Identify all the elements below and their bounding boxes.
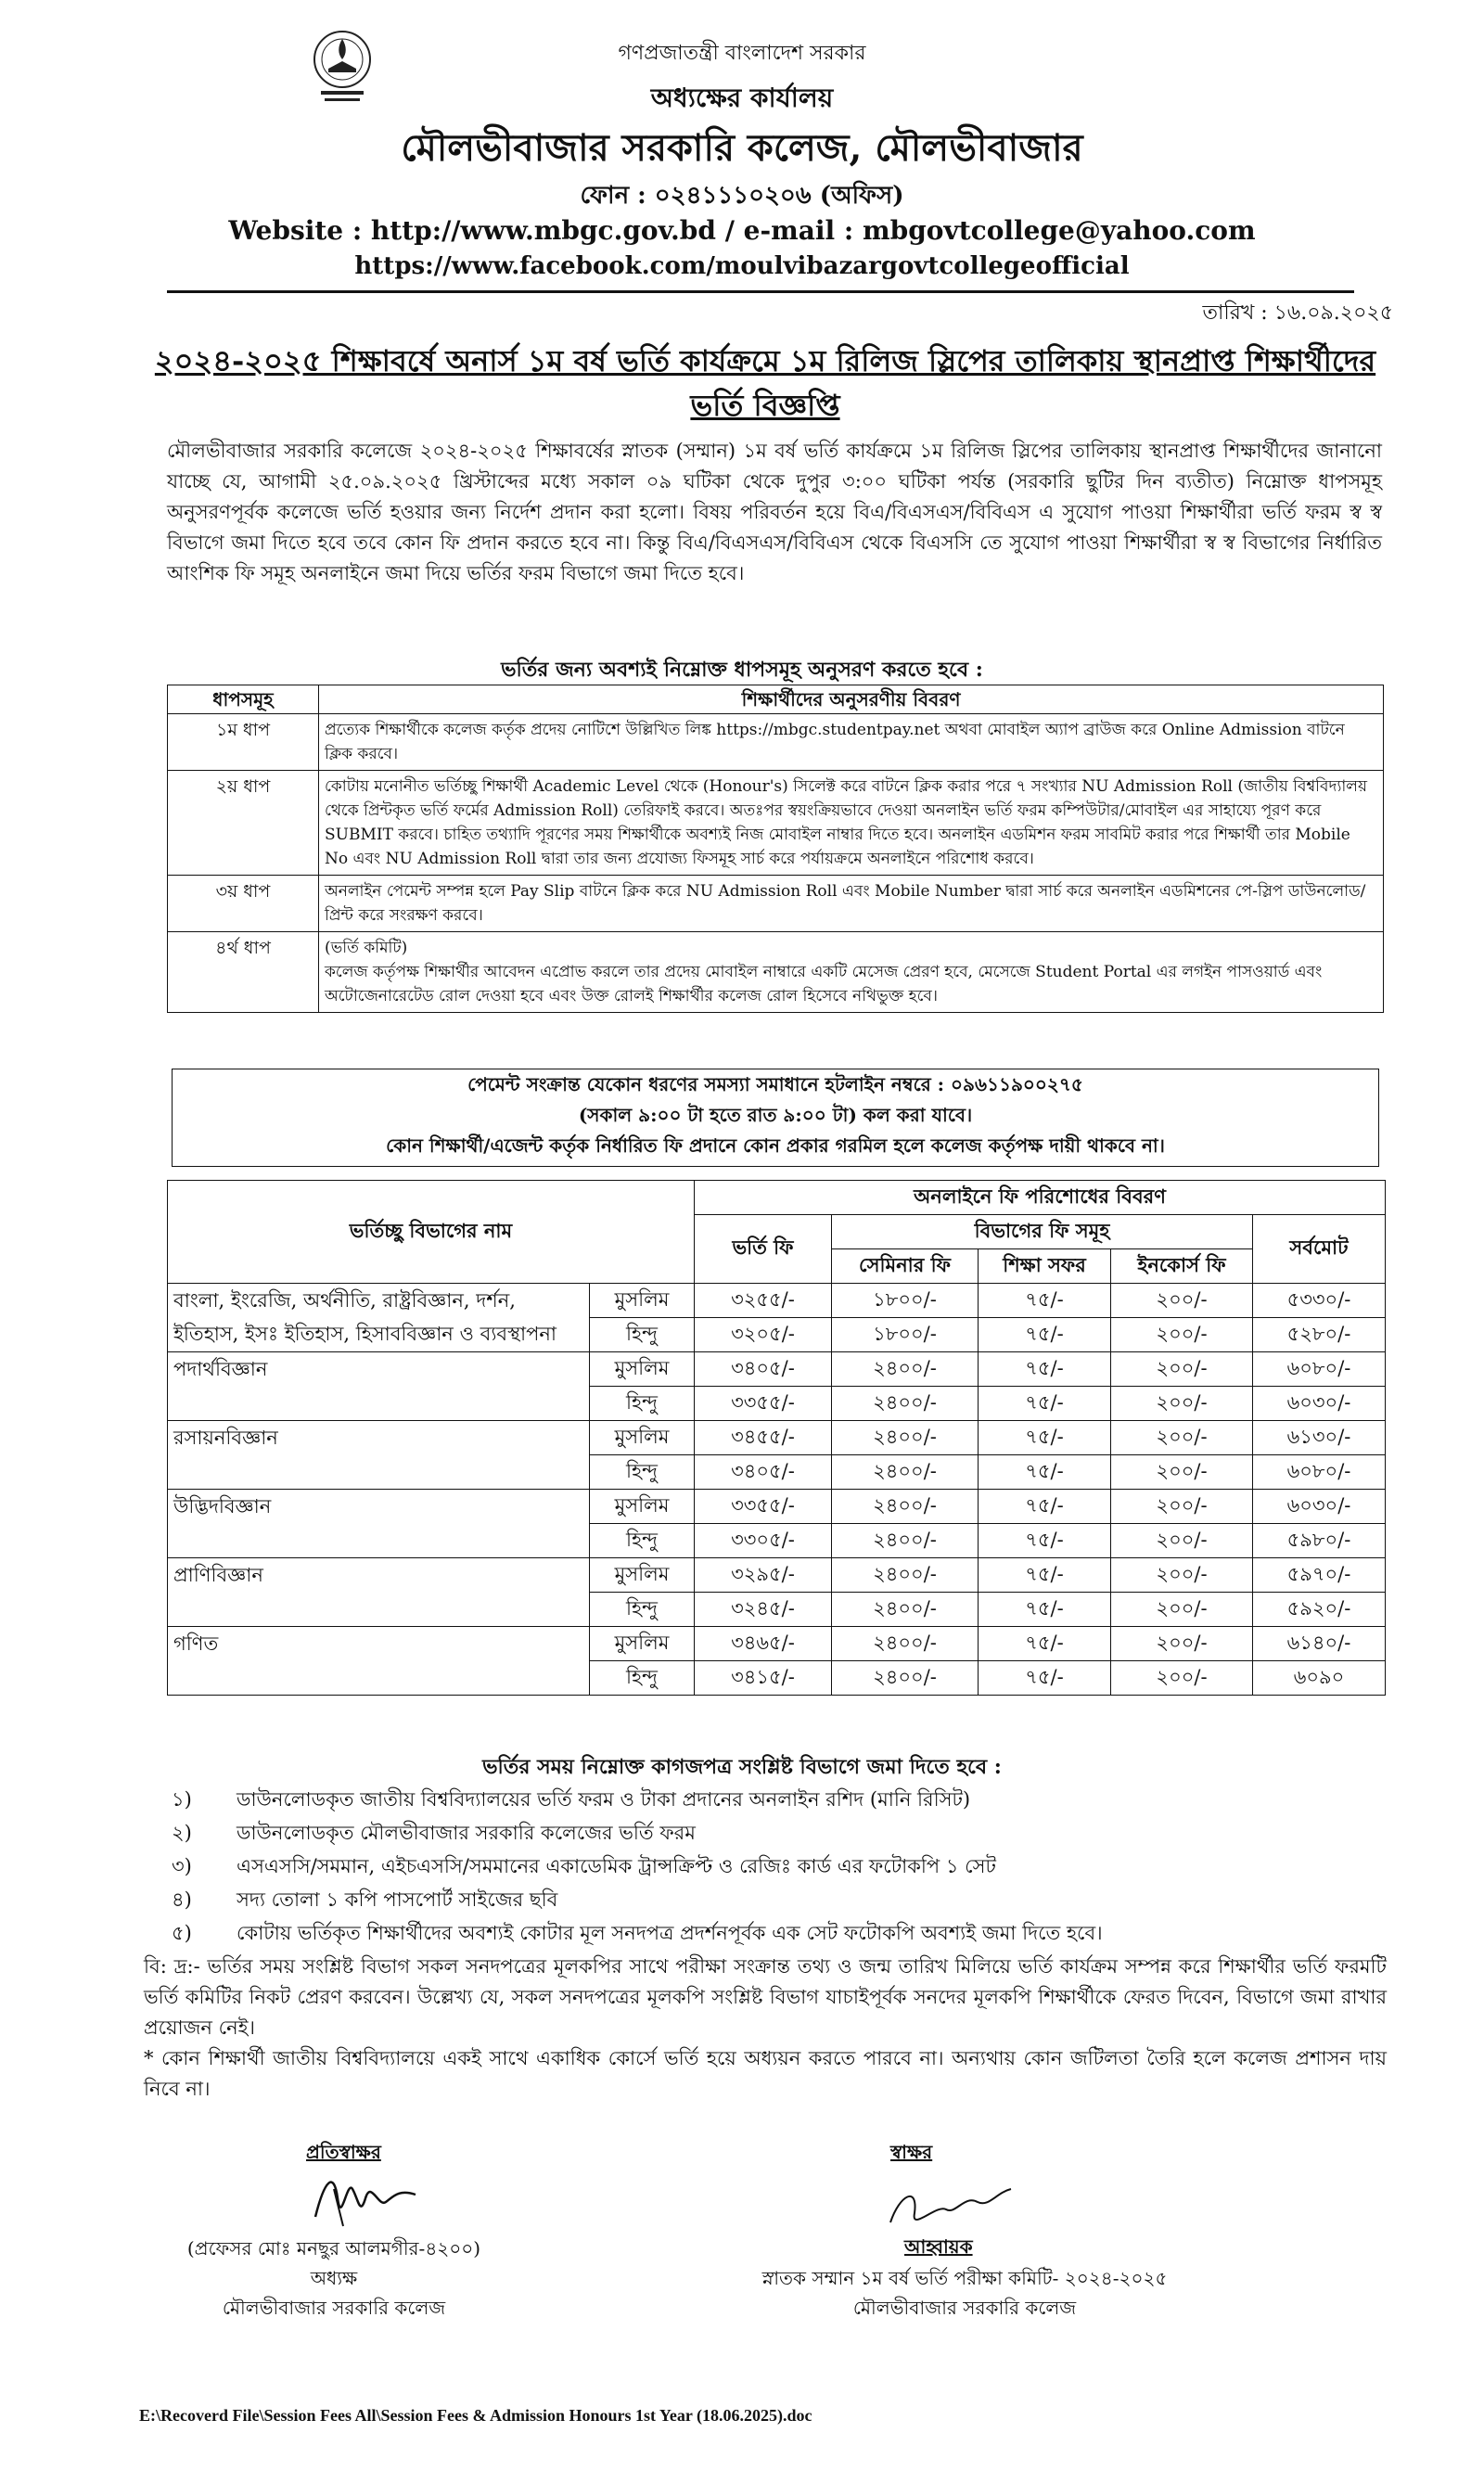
list-item: ৫) কোটায় ভর্তিকৃত শিক্ষার্থীদের অবশ্যই কোটার মূল সনদপত্র প্রদর্শনপূর্বক এক সেট ফটোকপি অবশ্যই জমা দিতে হবে। <box>172 1922 1103 1944</box>
fee-tour: ৭৫/- <box>979 1284 1111 1318</box>
fee-seminar: ২৪০০/- <box>832 1490 979 1524</box>
fee-seminar: ১৮০০/- <box>832 1284 979 1318</box>
phone-line: ফোন : ০২৪১১১০২০৬ (অফিস) <box>580 182 904 210</box>
fee-dept-name: প্রাণিবিজ্ঞান <box>168 1558 590 1627</box>
fee-tour: ৭৫/- <box>979 1627 1111 1661</box>
fee-tour: ৭৫/- <box>979 1455 1111 1490</box>
fee-admission: ৩২৪৫/- <box>695 1593 832 1627</box>
fee-religion: মুসলিম <box>590 1558 695 1593</box>
fee-total: ৫৯৭০/- <box>1253 1558 1386 1593</box>
fee-col-seminar: সেমিনার ফি <box>832 1249 979 1284</box>
fee-seminar: ২৪০০/- <box>832 1627 979 1661</box>
fee-admission: ৩৩৫৫/- <box>695 1387 832 1421</box>
fee-incourse: ২০০/- <box>1111 1593 1253 1627</box>
fee-admission: ৩২৯৫/- <box>695 1558 832 1593</box>
intro-paragraph: মৌলভীবাজার সরকারি কলেজে ২০২৪-২০২৫ শিক্ষাবর্ষের স্নাতক (সম্মান) ১ম বর্ষ ভর্তি কার্যক্রমে ১ম রিলিজ স্লিপের তালিকায় স্থানপ্রাপ্ত শিক্ষার্থীদের জানানো যাচ্ছে যে, আগামী ২৫.০৯.২০২৫ খ্রিস্টাব্দের মধ্যে সকাল ০৯ ঘটিকা থেকে দুপুর ৩:০০ ঘটিকা পর্যন্ত (সরকারি ছুটির দিন ব্যতীত) নিম্নোক্ত ধাপসমূহ অনুসরণপূর্বক কলেজে ভর্তি হওয়ার জন্য নির্দেশ প্রদান করা হলো। বিষয় পরিবর্তন হয়ে বিএ/বিএসএস/বিবিএস এ সুযোগ পাওয়া শিক্ষার্থীরা ভর্তি ফরম স্ব স্ব বিভাগে জমা দিতে হবে তবে কোন ফি প্রদান করতে হবে না। কিন্তু বিএ/বিএসএস/বিবিএস থেকে বিএসসি তে সুযোগ পাওয়া শিক্ষার্থীরা স্ব স্ব বিভাগের নির্ধারিত আংশিক ফি সমূহ অনলাইনে জমা দিয়ে ভর্তির ফরম বিভাগে জমা দিতে হবে। <box>167 440 1382 584</box>
fee-incourse: ২০০/- <box>1111 1661 1253 1696</box>
fee-col-deptfees: বিভাগের ফি সমূহ <box>832 1215 1253 1249</box>
step-label: ৩য় ধাপ <box>168 876 319 932</box>
table-row <box>168 1490 1386 1524</box>
fee-religion: মুসলিম <box>590 1421 695 1455</box>
payment-hotline-notice <box>172 1069 1379 1167</box>
fee-total: ৬০৮০/- <box>1253 1455 1386 1490</box>
step-text: (ভর্তি কমিটি) কলেজ কর্তৃপক্ষ শিক্ষার্থীর আবেদন এপ্রোভ করলে তার প্রদেয় মোবাইল নাম্বারে একটি মেসেজ প্রেরণ হবে, মেসেজে Student Portal এর লগইন পাসওয়ার্ড এবং অটোজেনারেটেড রোল দেওয়া হবে এবং উক্ত রোলই শিক্ষার্থীর কলেজ রোল হিসেবে নথিভুক্ত হবে। <box>319 932 1384 1013</box>
fee-tour: ৭৫/- <box>979 1352 1111 1387</box>
fee-incourse: ২০০/- <box>1111 1490 1253 1524</box>
fee-seminar: ১৮০০/- <box>832 1318 979 1352</box>
fee-admission: ৩৪০৫/- <box>695 1455 832 1490</box>
committee-name: স্নাতক সম্মান ১ম বর্ষ ভর্তি পরীক্ষা কমিটি- ২০২৪-২০২৫ <box>761 2267 1168 2289</box>
fee-total: ৬১৩০/- <box>1253 1421 1386 1455</box>
fee-admission: ৩৩৫৫/- <box>695 1490 832 1524</box>
fee-dept-name: উদ্ভিদবিজ্ঞান <box>168 1490 590 1558</box>
government-line: গণপ্রজাতন্ত্রী বাংলাদেশ সরকার <box>618 42 866 65</box>
liability-line: কোন শিক্ষার্থী/এজেন্ট কর্তৃক নির্ধারিত ফি প্রদানে কোন প্রকার গরমিল হলে কলেজ কর্তৃপক্ষ দায়ী থাকবে না। <box>386 1134 1165 1157</box>
step-row <box>168 714 1384 771</box>
fee-total: ৬০৯০ <box>1253 1661 1386 1696</box>
countersign-label: প্রতিস্বাক্ষর <box>306 2141 381 2163</box>
fee-admission: ৩৪০৫/- <box>695 1352 832 1387</box>
remark-note: বি: দ্র:- ভর্তির সময় সংশ্লিষ্ট বিভাগ সকল সনদপত্রের মূলকপির সাথে পরীক্ষা সংক্রান্ত তথ্য ও জন্ম তারিখ মিলিয়ে ভর্তি কার্যক্রম সম্পন্ন করে শিক্ষার্থীর ভর্তি ফরমটি ভর্তি কমিটির নিকট প্রেরণ করবেন। উল্লেখ্য যে, সকল সনদপত্রের মূলকপি সংশ্লিষ্ট বিভাগ যাচাইপূর্বক সনদের মূলকপি শিক্ষার্থীকে ফেরত দিবেন, বিভাগে জমা রাখার প্রয়োজন নেই। <box>144 1955 1387 2039</box>
fee-admission: ৩৩০৫/- <box>695 1524 832 1558</box>
fee-incourse: ২০০/- <box>1111 1524 1253 1558</box>
table-row <box>168 1352 1386 1387</box>
step-label: ১ম ধাপ <box>168 714 319 771</box>
fee-incourse: ২০০/- <box>1111 1352 1253 1387</box>
fee-admission: ৩৪১৫/- <box>695 1661 832 1696</box>
fee-total: ৬০৩০/- <box>1253 1490 1386 1524</box>
fee-seminar: ২৪০০/- <box>832 1593 979 1627</box>
steps-header-row <box>168 685 1384 714</box>
convener-signature-icon <box>881 2176 1020 2241</box>
fee-total: ৫৯২০/- <box>1253 1593 1386 1627</box>
fee-incourse: ২০০/- <box>1111 1318 1253 1352</box>
office-line: অধ্যক্ষের কার্যালয় <box>650 83 834 113</box>
fee-total: ৫৯৮০/- <box>1253 1524 1386 1558</box>
fee-religion: হিন্দু <box>590 1318 695 1352</box>
fee-tour: ৭৫/- <box>979 1421 1111 1455</box>
fee-religion: হিন্দু <box>590 1593 695 1627</box>
list-item: ৩) এসএসসি/সমমান, এইচএসসি/সমমানের একাডেমিক ট্রান্সক্রিপ্ট ও রেজিঃ কার্ড এর ফটোকপি ১ সেট <box>172 1855 997 1877</box>
fee-seminar: ২৪০০/- <box>832 1387 979 1421</box>
fee-total: ৬০৩০/- <box>1253 1387 1386 1421</box>
notice-title: ২০২৪-২০২৫ শিক্ষাবর্ষে অনার্স ১ম বর্ষ ভর্তি কার্যক্রমে ১ম রিলিজ স্লিপের তালিকায় স্থানপ্রাপ্ত শিক্ষার্থীদের ভর্তি বিজ্ঞপ্তি <box>154 343 1376 423</box>
college-name: মৌলভীবাজার সরকারি কলেজ, মৌলভীবাজার <box>401 126 1083 170</box>
fee-religion: হিন্দু <box>590 1387 695 1421</box>
steps-heading: ভর্তির জন্য অবশ্যই নিম্নোক্ত ধাপসমূহ অনুসরণ করতে হবে : <box>501 658 983 682</box>
documents-heading: ভর্তির সময় নিম্নোক্ত কাগজপত্র সংশ্লিষ্ট বিভাগে জমা দিতে হবে : <box>482 1755 1002 1779</box>
fee-tour: ৭৫/- <box>979 1661 1111 1696</box>
fee-religion: হিন্দু <box>590 1455 695 1490</box>
fee-total: ৫২৮০/- <box>1253 1318 1386 1352</box>
step-text: কোটায় মনোনীত ভর্তিচ্ছু শিক্ষার্থী Academic Level থেকে (Honour's) সিলেক্ট করে বাটনে ক্লিক করার পরে ৭ সংখ্যার NU Admission Roll (জাতীয় বিশ্ববিদ্যালয় থেকে প্রিন্টকৃত ভর্তি ফর্মের Admission Roll) তেরিফাই করবে। অতঃপর স্বয়ংক্রিয়ভাবে দেওয়া অনলাইন ভর্তি ফরম কম্পিউটার/মোবাইল এর সাহায্যে পূরণ করে SUBMIT করবে। চাহিত তথ্যাদি পূরণের সময় শিক্ষার্থীকে অবশ্যই নিজ মোবাইল নাম্বার দিতে হবে। অনলাইন এডমিশন ফরম সাবমিট করার পরে শিক্ষার্থী তার Mobile No এবং NU Admission Roll দ্বারা তার জন্য প্রযোজ্য ফিসমূহ সার্চ করে পর্যায়ক্রমে অনলাইনে পরিশোধ করবে। <box>319 771 1384 876</box>
convener-title: আহ্বায়ক <box>904 2235 973 2258</box>
table-row <box>168 1558 1386 1593</box>
signature-label: স্বাক্ষর <box>890 2141 933 2163</box>
fee-religion: মুসলিম <box>590 1284 695 1318</box>
fee-religion: মুসলিম <box>590 1490 695 1524</box>
header-divider <box>167 290 1354 293</box>
step-text: অনলাইন পেমেন্ট সম্পন্ন হলে Pay Slip বাটনে ক্লিক করে NU Admission Roll এবং Mobile Number দ্বারা সার্চ করে অনলাইন এডমিশনের পে-স্লিপ ডাউনলোড/প্রিন্ট করে সংরক্ষণ করবে। <box>319 876 1384 932</box>
fee-religion: মুসলিম <box>590 1627 695 1661</box>
principal-name: (প্রফেসর মোঃ মনছুর আলমগীর-৪২০০) <box>186 2237 481 2260</box>
fee-dept-name: গণিত <box>168 1627 590 1696</box>
step-row <box>168 876 1384 932</box>
steps-col-desc: শিক্ষার্থীদের অনুসরণীয় বিবরণ <box>319 685 1384 714</box>
list-item: ১) ডাউনলোডকৃত জাতীয় বিশ্ববিদ্যালয়ের ভর্তি ফরম ও টাকা প্রদানের অনলাইন রশিদ (মানি রিসিট) <box>172 1788 971 1811</box>
fee-incourse: ২০০/- <box>1111 1558 1253 1593</box>
fee-seminar: ২৪০০/- <box>832 1455 979 1490</box>
fee-admission: ৩৪৬৫/- <box>695 1627 832 1661</box>
fee-total: ৬০৮০/- <box>1253 1352 1386 1387</box>
fee-col-admission: ভর্তি ফি <box>695 1215 832 1284</box>
facebook-line: https://www.facebook.com/moulvibazargovtcollegeofficial <box>354 252 1130 280</box>
fee-table <box>167 1180 1386 1696</box>
convener-org: মৌলভীবাজার সরকারি কলেজ <box>852 2297 1077 2319</box>
fee-col-tour: শিক্ষা সফর <box>979 1249 1111 1284</box>
fee-seminar: ২৪০০/- <box>832 1524 979 1558</box>
fee-admission: ৩২০৫/- <box>695 1318 832 1352</box>
fee-religion: মুসলিম <box>590 1352 695 1387</box>
fee-dept-name: বাংলা, ইংরেজি, অর্থনীতি, রাষ্ট্রবিজ্ঞান, দর্শন, ইতিহাস, ইসঃ ইতিহাস, হিসাববিজ্ঞান ও ব্যবস্থাপনা <box>168 1284 590 1352</box>
hotline-hours: (সকাল ৯:০০ টা হতে রাত ৯:০০ টা) কল করা যাবে। <box>578 1104 973 1126</box>
principal-signature-icon <box>306 2161 427 2235</box>
step-row <box>168 932 1384 1013</box>
remarks <box>144 1952 1387 2105</box>
fee-header-row-1 <box>168 1181 1386 1215</box>
fee-col-dept: ভর্তিচ্ছু বিভাগের নাম <box>168 1181 695 1284</box>
fee-tour: ৭৫/- <box>979 1318 1111 1352</box>
fee-seminar: ২৪০০/- <box>832 1352 979 1387</box>
principal-title: অধ্যক্ষ <box>310 2267 358 2289</box>
steps-col-step: ধাপসমূহ <box>168 685 319 714</box>
fee-dept-name: রসায়নবিজ্ঞান <box>168 1421 590 1490</box>
table-row <box>168 1421 1386 1455</box>
fee-total: ৫৩৩০/- <box>1253 1284 1386 1318</box>
step-row <box>168 771 1384 876</box>
fee-incourse: ২০০/- <box>1111 1455 1253 1490</box>
fee-seminar: ২৪০০/- <box>832 1661 979 1696</box>
fee-tour: ৭৫/- <box>979 1593 1111 1627</box>
fee-seminar: ২৪০০/- <box>832 1558 979 1593</box>
step-label: ২য় ধাপ <box>168 771 319 876</box>
fee-tour: ৭৫/- <box>979 1490 1111 1524</box>
table-row <box>168 1627 1386 1661</box>
step-label: ৪র্থ ধাপ <box>168 932 319 1013</box>
notice-date: তারিখ : ১৬.০৯.২০২৫ <box>1202 301 1393 325</box>
table-row <box>168 1284 1386 1318</box>
fee-admission: ৩৪৫৫/- <box>695 1421 832 1455</box>
fee-tour: ৭৫/- <box>979 1387 1111 1421</box>
step-text: প্রত্যেক শিক্ষার্থীকে কলেজ কর্তৃক প্রদেয় নোটিশে উল্লিখিত লিঙ্ক https://mbgc.studentpay.net অথবা মোবাইল অ্যাপ ব্রাউজ করে Online Admission বাটনে ক্লিক করবে। <box>319 714 1384 771</box>
fee-col-incourse: ইনকোর্স ফি <box>1111 1249 1253 1284</box>
list-item: ৪) সদ্য তোলা ১ কপি পাসপোর্ট সাইজের ছবি <box>172 1888 558 1911</box>
website-email-line: Website : http://www.mbgc.gov.bd / e-mail : mbgovtcollege@yahoo.com <box>228 215 1256 246</box>
fee-incourse: ২০০/- <box>1111 1421 1253 1455</box>
fee-total: ৬১৪০/- <box>1253 1627 1386 1661</box>
fee-col-total: সর্বমোট <box>1253 1215 1386 1284</box>
fee-religion: হিন্দু <box>590 1661 695 1696</box>
documents-list <box>172 1783 1387 1950</box>
fee-dept-name: পদার্থবিজ্ঞান <box>168 1352 590 1421</box>
list-item: ২) ডাউনলোডকৃত মৌলভীবাজার সরকারি কলেজের ভর্তি ফরম <box>172 1822 696 1844</box>
hotline-line: পেমেন্ট সংক্রান্ত যেকোন ধরণের সমস্যা সমাধানে হটলাইন নম্বরে : ০৯৬১১৯০০২৭৫ <box>467 1073 1083 1095</box>
fee-seminar: ২৪০০/- <box>832 1421 979 1455</box>
fee-admission: ৩২৫৫/- <box>695 1284 832 1318</box>
fee-tour: ৭৫/- <box>979 1558 1111 1593</box>
fee-incourse: ২০০/- <box>1111 1284 1253 1318</box>
fee-incourse: ২০০/- <box>1111 1627 1253 1661</box>
fee-col-online: অনলাইনে ফি পরিশোধের বিবরণ <box>695 1181 1386 1215</box>
remark-warning: * কোন শিক্ষার্থী জাতীয় বিশ্ববিদ্যালয়ে একই সাথে একাধিক কোর্সে ভর্তি হয়ে অধ্যয়ন করতে পারবে না। অন্যথায় কোন জটিলতা তৈরি হলে কলেজ প্রশাসন দায় নিবে না। <box>144 2047 1387 2100</box>
fee-religion: হিন্দু <box>590 1524 695 1558</box>
steps-table <box>167 685 1384 1013</box>
file-path-footer: E:\Recoverd File\Session Fees All\Session Fees & Admission Honours 1st Year (18.06.2025).doc <box>139 2406 812 2425</box>
fee-incourse: ২০০/- <box>1111 1387 1253 1421</box>
fee-tour: ৭৫/- <box>979 1524 1111 1558</box>
principal-org: মৌলভীবাজার সরকারি কলেজ <box>222 2297 446 2319</box>
